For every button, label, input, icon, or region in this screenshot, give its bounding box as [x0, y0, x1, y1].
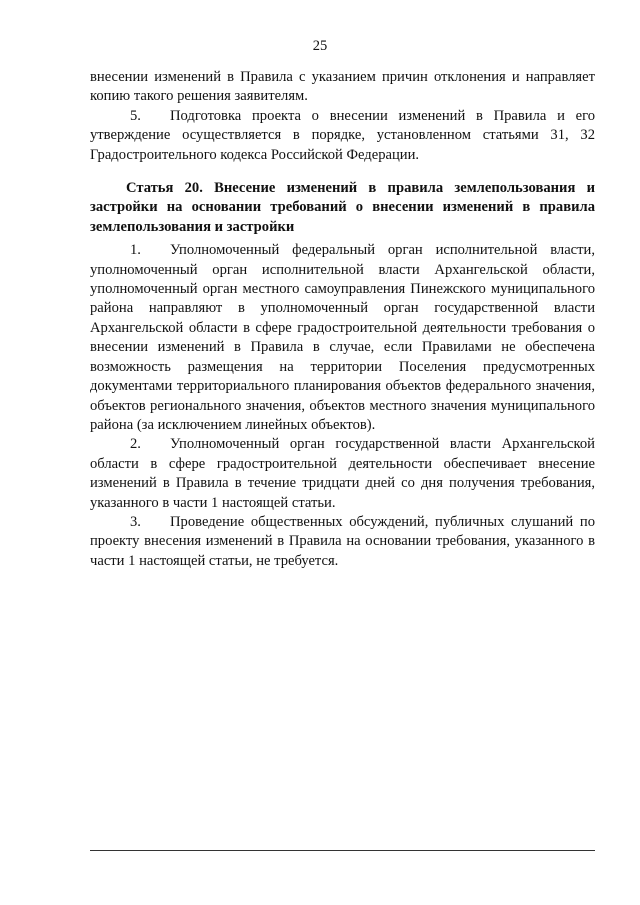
item-5-number: 5. [130, 107, 141, 124]
article-item-2-number: 2. [130, 436, 141, 453]
page-number: 25 [312, 38, 328, 54]
item-5-text: Подготовка проекта о внесении изменений в Правила и его утверждение осуществляется в порядке, установленном статьями 31, 32 Градостроительного кодекса Российской Федерации. [90, 107, 595, 163]
article-item-3-number: 3. [130, 513, 141, 530]
intro-text: внесении изменений в Правила с указанием причин отклонения и направляет копию такого решения заявителям. [90, 69, 595, 105]
article-20-title: Статья 20. Внесение изменений в правила землепользования и застройки на основании требований о внесении изменений в правила землепользования и застройки [90, 180, 595, 235]
article-item-1-text: Уполномоченный федеральный орган исполнительной власти, уполномоченный орган исполнительной власти Архангельской области, уполномоченный орган местного самоуправления Пинежского муниципального района направляют в уполномоченный орган государственной власти Архангельской области в сфере градостроительной деятельности требования о внесении изменений в Правила в случае, если Правилами не обеспечена возможность размещения на территории Поселения предусмотренных документами территориального планирования объектов федерального значения, объектов регионального значения, объектов местного значения муниципального района (за исключением линейных объектов). [90, 242, 595, 433]
footer-divider [90, 850, 595, 851]
article-item-3-text: Проведение общественных обсуждений, публичных слушаний по проекту внесения изменений в Правила на основании требования, указанного в части 1 настоящей статьи, не требуется. [90, 513, 595, 569]
article-item-1 [90, 241, 595, 435]
intro-paragraph [90, 68, 595, 107]
document-body [90, 68, 595, 571]
article-item-1-number: 1. [130, 242, 141, 259]
article-item-3 [90, 513, 595, 571]
item-5-paragraph [90, 107, 595, 165]
article-item-2-text: Уполномоченный орган государственной власти Архангельской области в сфере градостроительной деятельности обеспечивает внесение изменений в Правила в течение тридцати дней со дня получения требования, указанного в части 1 настоящей статьи. [90, 436, 595, 511]
article-item-2 [90, 435, 595, 513]
